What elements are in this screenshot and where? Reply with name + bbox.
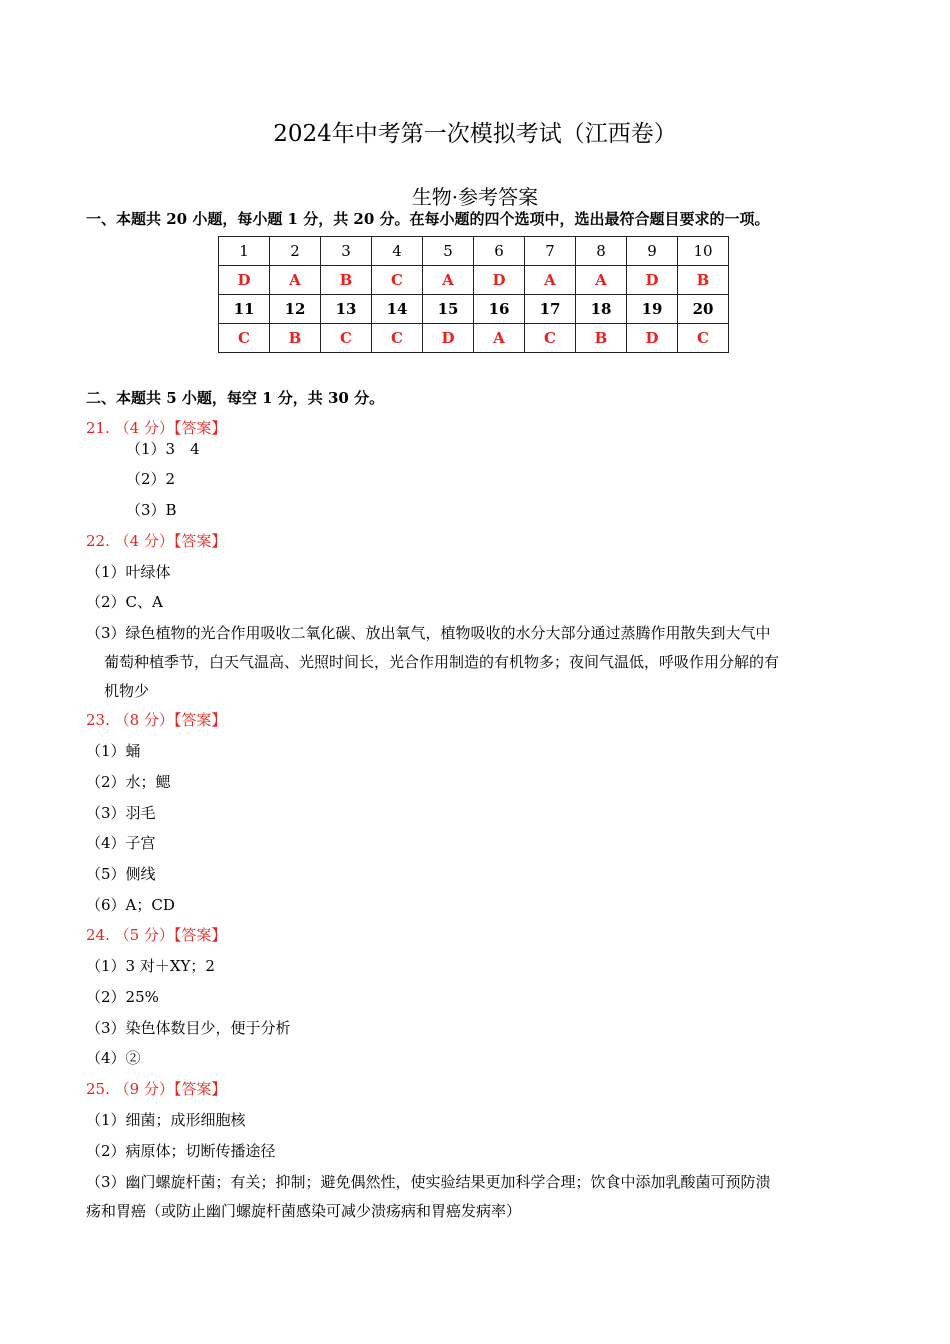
q25-answer-1: （1）细菌；成形细胞核 <box>86 1111 246 1129</box>
question-number-cell: 19 <box>627 295 678 324</box>
question-number-cell: 14 <box>372 295 423 324</box>
answer-cell: A <box>474 324 525 353</box>
question-number-cell: 2 <box>270 237 321 266</box>
question-number-cell: 15 <box>423 295 474 324</box>
answer-cell: D <box>423 324 474 353</box>
question-number-cell: 17 <box>525 295 576 324</box>
q24-answer-1: （1）3 对＋XY；2 <box>86 957 215 975</box>
question-number-cell: 6 <box>474 237 525 266</box>
q23-answer-1: （1）蛹 <box>86 742 141 760</box>
answer-cell: C <box>219 324 270 353</box>
question-21-header <box>86 417 226 438</box>
question-number-cell: 1 <box>219 237 270 266</box>
q24-answer-4: （4）② <box>86 1049 141 1067</box>
question-25-head-text: 25. （9 分）【答案】 <box>86 1080 227 1098</box>
answer-cell: A <box>270 266 321 295</box>
answer-cell: A <box>525 266 576 295</box>
question-number-cell: 12 <box>270 295 321 324</box>
answer-cell: D <box>474 266 525 295</box>
table-row <box>219 324 729 353</box>
q21-answer-3: （3）B <box>126 501 177 519</box>
q22-answer-3: （3）绿色植物的光合作用吸收二氧化碳、放出氧气，植物吸收的水分大部分通过蒸腾作用散失到大气中 <box>86 624 771 642</box>
q24-answer-3: （3）染色体数目少，便于分析 <box>86 1019 291 1037</box>
q22-answer-1: （1）叶绿体 <box>86 563 171 581</box>
q22-answer-3-cont-1: 葡萄种植季节，白天气温高、光照时间长，光合作用制造的有机物多；夜间气温低，呼吸作用分解的有 <box>104 653 780 671</box>
question-24-header <box>86 924 226 945</box>
section1-heading: 一、本题共 20 小题，每小题 1 分，共 20 分。在每小题的四个选项中，选出最符合题目要求的一项。 <box>86 210 770 228</box>
answer-cell: C <box>321 324 372 353</box>
answer-cell: C <box>678 324 729 353</box>
answer-cell: B <box>576 324 627 353</box>
question-24-head-text: 24. （5 分）【答案】 <box>86 926 227 944</box>
question-number-cell: 5 <box>423 237 474 266</box>
q23-answer-2: （2）水；鳃 <box>86 773 171 791</box>
table-row <box>219 237 729 266</box>
q21-answer-1: （1）3 4 <box>126 440 200 458</box>
answer-cell: C <box>372 266 423 295</box>
answer-cell: B <box>270 324 321 353</box>
question-number-cell: 7 <box>525 237 576 266</box>
answer-table <box>218 236 729 353</box>
question-22-header <box>86 530 226 551</box>
q23-answer-6: （6）A；CD <box>86 896 175 914</box>
answer-cell: D <box>219 266 270 295</box>
question-number-cell: 8 <box>576 237 627 266</box>
question-number-cell: 10 <box>678 237 729 266</box>
q23-answer-3: （3）羽毛 <box>86 804 156 822</box>
question-number-cell: 20 <box>678 295 729 324</box>
q22-answer-2: （2）C、A <box>86 593 163 611</box>
question-25-header <box>86 1078 226 1099</box>
answer-cell: D <box>627 324 678 353</box>
q25-answer-3: （3）幽门螺旋杆菌；有关；抑制；避免偶然性，使实验结果更加科学合理；饮食中添加乳酸菌可预防溃 <box>86 1173 771 1191</box>
question-number-cell: 16 <box>474 295 525 324</box>
question-number-cell: 3 <box>321 237 372 266</box>
question-23-head-text: 23. （8 分）【答案】 <box>86 711 227 729</box>
q23-answer-5: （5）侧线 <box>86 865 156 883</box>
answer-cell: C <box>372 324 423 353</box>
answer-cell: C <box>525 324 576 353</box>
answer-cell: B <box>321 266 372 295</box>
question-number-cell: 13 <box>321 295 372 324</box>
page-subtitle: 生物·参考答案 <box>411 185 539 209</box>
q25-answer-2: （2）病原体；切断传播途径 <box>86 1142 276 1160</box>
page-title: 2024年中考第一次模拟考试（江西卷） <box>273 121 677 147</box>
q25-answer-3-cont: 疡和胃癌（或防止幽门螺旋杆菌感染可减少溃疡病和胃癌发病率） <box>86 1202 522 1220</box>
q21-answer-2: （2）2 <box>126 470 176 488</box>
answer-cell: B <box>678 266 729 295</box>
section2-heading: 二、本题共 5 小题，每空 1 分，共 30 分。 <box>86 389 385 407</box>
answer-cell: A <box>423 266 474 295</box>
table-row <box>219 295 729 324</box>
question-number-cell: 4 <box>372 237 423 266</box>
question-number-cell: 11 <box>219 295 270 324</box>
q22-answer-3-cont-2: 机物少 <box>104 682 150 700</box>
answer-cell: D <box>627 266 678 295</box>
q23-answer-4: （4）子宫 <box>86 834 156 852</box>
answer-cell: A <box>576 266 627 295</box>
question-23-header <box>86 709 226 730</box>
question-number-cell: 9 <box>627 237 678 266</box>
question-22-head-text: 22. （4 分）【答案】 <box>86 532 227 550</box>
question-number-cell: 18 <box>576 295 627 324</box>
q24-answer-2: （2）25% <box>86 988 159 1006</box>
question-21-head-text: 21. （4 分）【答案】 <box>86 419 227 437</box>
table-row <box>219 266 729 295</box>
